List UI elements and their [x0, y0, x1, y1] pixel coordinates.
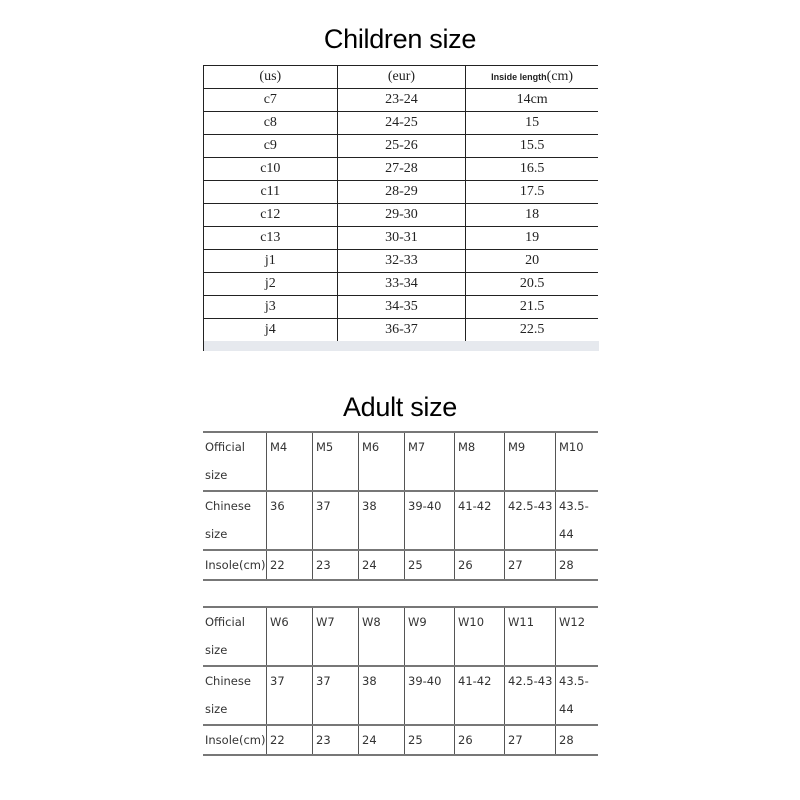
cell-official: M10	[556, 432, 599, 491]
table-row	[204, 319, 599, 342]
cell-cm: 17.5	[466, 181, 598, 204]
cell-insole: 24	[359, 550, 405, 580]
cell-chinese: 42.5-43	[505, 491, 556, 550]
table-row	[204, 227, 599, 250]
cell-official: W7	[313, 607, 359, 666]
cell-chinese: 39-40	[405, 491, 455, 550]
cell-insole: 23	[313, 725, 359, 755]
cell-eur: 32-33	[337, 250, 466, 273]
cell-official: M7	[405, 432, 455, 491]
cell-us: c11	[204, 181, 338, 204]
cell-cm: 16.5	[466, 158, 598, 181]
children-size-title: Children size	[323, 24, 477, 54]
cell-cm: 22.5	[466, 319, 598, 342]
insole-row	[203, 725, 598, 755]
table-row	[204, 204, 599, 227]
official-size-row	[203, 432, 598, 491]
children-table-footer-band	[203, 341, 599, 351]
cell-eur: 23-24	[337, 89, 466, 112]
cell-eur: 33-34	[337, 273, 466, 296]
cell-us: j2	[204, 273, 338, 296]
cell-cm: 19	[466, 227, 598, 250]
cell-cm: 21.5	[466, 296, 598, 319]
cell-official: W11	[505, 607, 556, 666]
cell-chinese: 36	[267, 491, 313, 550]
header-us: (us)	[204, 66, 338, 89]
cell-cm: 18	[466, 204, 598, 227]
cell-insole: 25	[405, 550, 455, 580]
cell-eur: 28-29	[337, 181, 466, 204]
cell-eur: 29-30	[337, 204, 466, 227]
cell-insole: 25	[405, 725, 455, 755]
row-label-official	[203, 607, 267, 666]
table-row	[204, 112, 599, 135]
cell-cm: 15.5	[466, 135, 598, 158]
cell-us: c10	[204, 158, 338, 181]
chinese-size-row	[203, 666, 598, 725]
cell-official: W8	[359, 607, 405, 666]
cell-us: c13	[204, 227, 338, 250]
adult-men-size-table	[203, 431, 598, 581]
cell-insole: 24	[359, 725, 405, 755]
cell-official: W6	[267, 607, 313, 666]
table-header-row	[204, 66, 599, 89]
row-label-insole: Insole(cm)	[203, 550, 267, 580]
cell-insole: 28	[556, 550, 599, 580]
table-row	[204, 296, 599, 319]
table-row	[204, 89, 599, 112]
label-line: size	[205, 702, 228, 716]
cell-official: M8	[455, 432, 505, 491]
cell-chinese: 43.5-44	[556, 666, 599, 725]
cell-chinese: 41-42	[455, 666, 505, 725]
header-inside-length-unit: (cm)	[546, 69, 574, 84]
row-label-insole: Insole(cm)	[203, 725, 267, 755]
cell-us: j4	[204, 319, 338, 342]
cell-cm: 20.5	[466, 273, 598, 296]
cell-chinese: 37	[267, 666, 313, 725]
adult-size-title: Adult size	[342, 392, 458, 422]
cell-cm: 15	[466, 112, 598, 135]
chinese-size-row	[203, 491, 598, 550]
cell-us: c8	[204, 112, 338, 135]
row-label-chinese	[203, 666, 267, 725]
cell-eur: 25-26	[337, 135, 466, 158]
cell-insole: 27	[505, 725, 556, 755]
cell-insole: 28	[556, 725, 599, 755]
label-line: size	[205, 527, 228, 541]
cell-chinese: 43.5-44	[556, 491, 599, 550]
adult-women-size-table	[203, 606, 598, 756]
cell-official: M4	[267, 432, 313, 491]
cell-official: W9	[405, 607, 455, 666]
cell-eur: 36-37	[337, 319, 466, 342]
cell-official: M9	[505, 432, 556, 491]
cell-chinese: 39-40	[405, 666, 455, 725]
cell-cm: 20	[466, 250, 598, 273]
cell-eur: 24-25	[337, 112, 466, 135]
header-inside-length	[466, 66, 598, 89]
cell-chinese: 42.5-43	[505, 666, 556, 725]
insole-row	[203, 550, 598, 580]
cell-chinese: 38	[359, 666, 405, 725]
children-size-table	[203, 65, 598, 342]
table-row	[204, 135, 599, 158]
table-row	[204, 181, 599, 204]
cell-chinese: 37	[313, 491, 359, 550]
cell-eur: 27-28	[337, 158, 466, 181]
cell-official: W12	[556, 607, 599, 666]
label-line: Official	[205, 440, 245, 454]
cell-insole: 23	[313, 550, 359, 580]
cell-insole: 22	[267, 725, 313, 755]
row-label-chinese	[203, 491, 267, 550]
label-line: size	[205, 643, 228, 657]
cell-us: c9	[204, 135, 338, 158]
table-row	[204, 158, 599, 181]
cell-us: c12	[204, 204, 338, 227]
cell-insole: 26	[455, 725, 505, 755]
cell-us: c7	[204, 89, 338, 112]
cell-cm: 14cm	[466, 89, 598, 112]
cell-chinese: 38	[359, 491, 405, 550]
cell-eur: 30-31	[337, 227, 466, 250]
cell-insole: 26	[455, 550, 505, 580]
table-row	[204, 250, 599, 273]
cell-chinese: 41-42	[455, 491, 505, 550]
header-inside-length-label: Inside length	[491, 72, 547, 82]
cell-us: j1	[204, 250, 338, 273]
cell-insole: 22	[267, 550, 313, 580]
label-line: Chinese	[205, 499, 251, 513]
label-line: size	[205, 468, 228, 482]
label-line: Chinese	[205, 674, 251, 688]
cell-official: M6	[359, 432, 405, 491]
cell-us: j3	[204, 296, 338, 319]
official-size-row	[203, 607, 598, 666]
header-eur: (eur)	[337, 66, 466, 89]
cell-official: W10	[455, 607, 505, 666]
cell-eur: 34-35	[337, 296, 466, 319]
cell-chinese: 37	[313, 666, 359, 725]
row-label-official	[203, 432, 267, 491]
table-row	[204, 273, 599, 296]
cell-insole: 27	[505, 550, 556, 580]
label-line: Official	[205, 615, 245, 629]
cell-official: M5	[313, 432, 359, 491]
